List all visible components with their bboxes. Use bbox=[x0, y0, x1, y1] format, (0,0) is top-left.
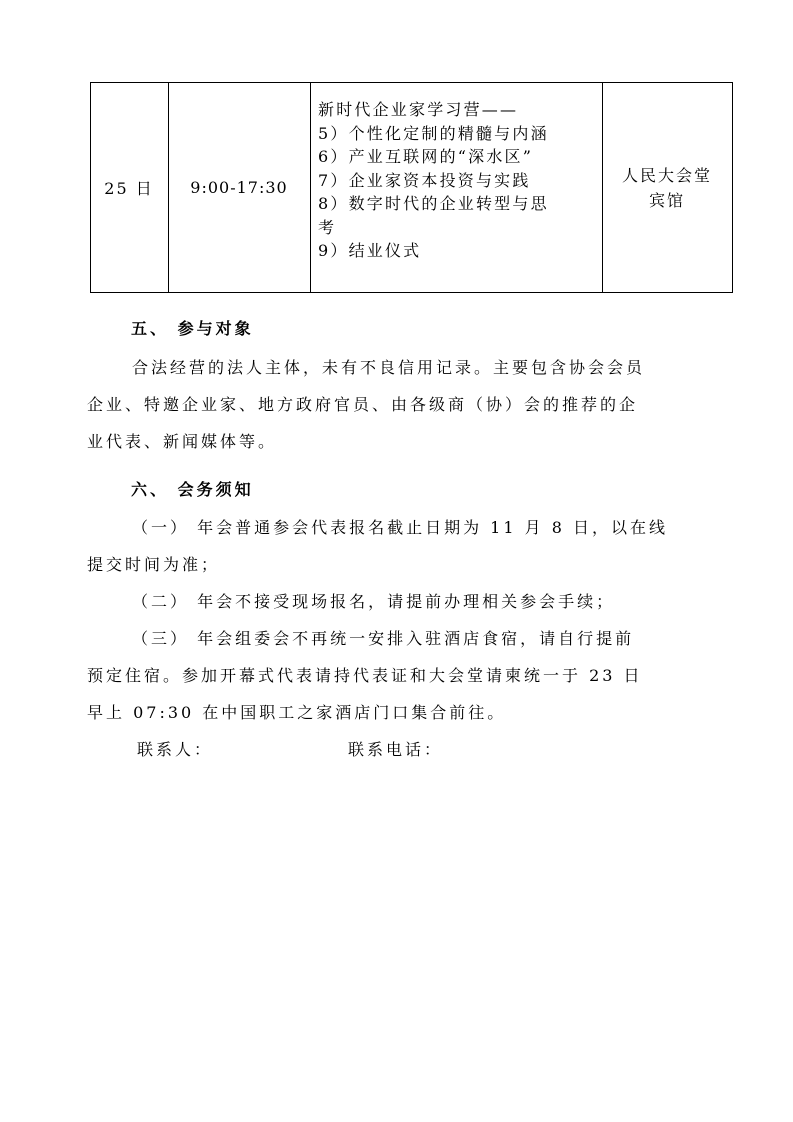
notice-item-1-line: 提交时间为准； bbox=[87, 555, 221, 574]
contact-line bbox=[87, 731, 711, 768]
section-6-body bbox=[87, 509, 711, 768]
content-line: 新时代企业家学习营—— bbox=[318, 100, 519, 119]
content-line: 8）数字时代的企业转型与思 bbox=[318, 194, 549, 213]
venue-cell bbox=[602, 82, 732, 293]
notice-item-2-line: （二） 年会不接受现场报名，请提前办理相关参会手续； bbox=[132, 592, 616, 611]
table-divider-2 bbox=[310, 82, 311, 293]
contact-phone-label: 联系电话： bbox=[348, 740, 444, 759]
content-line: 9）结业仪式 bbox=[318, 241, 422, 260]
contact-person-label: 联系人： bbox=[137, 740, 214, 759]
content-line: 考 bbox=[318, 217, 337, 237]
section-5-heading: 五、 参与对象 bbox=[131, 319, 254, 338]
content-line: 5）个性化定制的精髓与内涵 bbox=[318, 123, 549, 143]
body-line: 业代表、新闻媒体等。 bbox=[87, 432, 278, 451]
content-line: 7）企业家资本投资与实践 bbox=[318, 170, 531, 190]
schedule-table bbox=[90, 82, 732, 293]
time-cell bbox=[168, 82, 310, 293]
notice-item-3-line: （三） 年会组委会不再统一安排入驻酒店食宿，请自行提前 bbox=[132, 629, 635, 648]
notice-item-3-line: 早上 07:30 在中国职工之家酒店门口集合前往。 bbox=[87, 703, 507, 722]
section-6-heading: 六、 会务须知 bbox=[131, 480, 254, 499]
body-line: 合法经营的法人主体，未有不良信用记录。主要包含协会会员 bbox=[132, 358, 646, 377]
section-5-body bbox=[87, 349, 711, 460]
notice-item-3-line: 预定住宿。参加开幕式代表请持代表证和大会堂请柬统一于 23 日 bbox=[87, 666, 643, 685]
date-cell bbox=[90, 82, 168, 293]
notice-item-1-line: （一） 年会普通参会代表报名截止日期为 11 月 8 日，以在线 bbox=[132, 518, 668, 537]
venue-line: 人民大会堂 bbox=[621, 165, 712, 185]
content-line: 6）产业互联网的“深水区” bbox=[318, 147, 534, 166]
time-text: 9:00-17:30 bbox=[190, 178, 288, 197]
content-cell bbox=[318, 82, 602, 293]
venue-line: 宾馆 bbox=[648, 190, 685, 210]
body-line: 企业、特邀企业家、地方政府官员、由各级商（协）会的推荐的企 bbox=[87, 395, 639, 414]
date-text: 25 日 bbox=[104, 179, 154, 198]
table-border-right bbox=[732, 82, 733, 293]
